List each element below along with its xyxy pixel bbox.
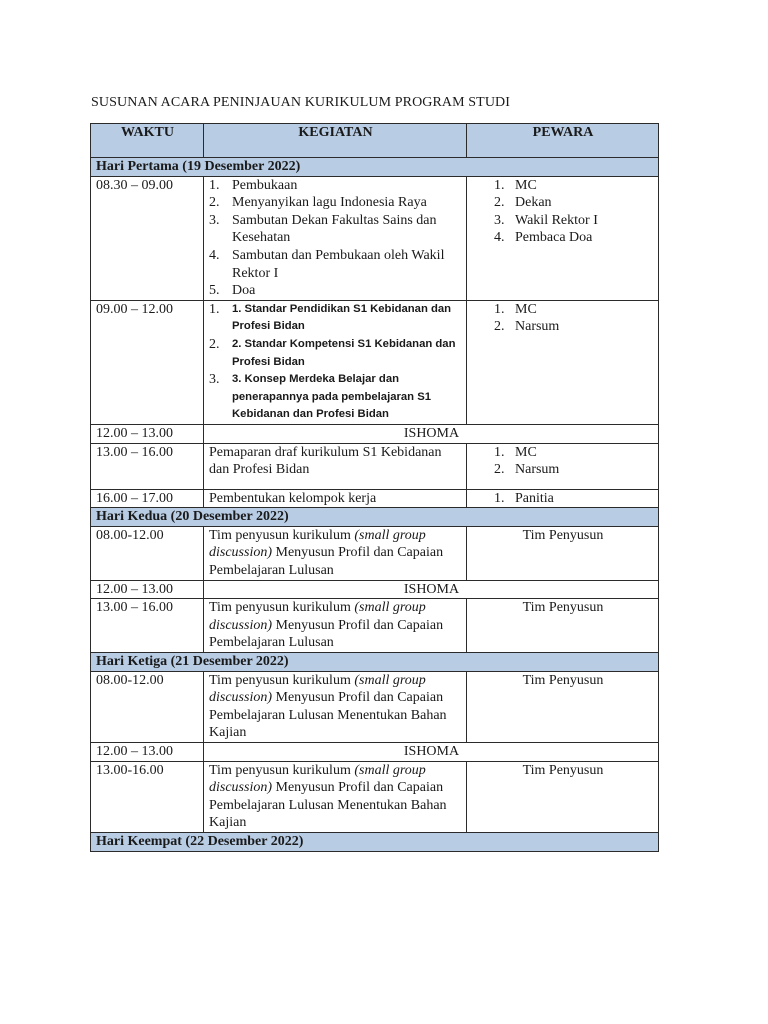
list-number: 3.	[209, 212, 220, 228]
list-item	[494, 301, 654, 319]
activity-cell	[204, 761, 467, 832]
activity-list	[209, 301, 462, 424]
activity-cell	[204, 671, 467, 742]
list-item	[494, 229, 654, 247]
time-cell: 16.00 – 17.00	[91, 489, 204, 508]
time-cell: 13.00 – 16.00	[91, 443, 204, 489]
time-cell: 12.00 – 13.00	[91, 424, 204, 443]
list-text: Narsum	[515, 319, 560, 335]
list-number: 1.	[494, 301, 505, 317]
list-text: Doa	[232, 283, 256, 299]
list-text: Dekan	[515, 195, 552, 211]
activity-cell: Pembentukan kelompok kerja	[204, 489, 467, 508]
list-item	[494, 177, 654, 195]
schedule-table	[90, 123, 659, 852]
day-row-3	[91, 653, 659, 672]
list-item	[494, 444, 654, 462]
list-text: MC	[515, 177, 537, 193]
activity-text: Tim penyusun kurikulum	[209, 600, 355, 616]
activity-text: Menyusun Profil dan Capaian Pembelajaran Lulusan	[209, 545, 444, 579]
table-row	[91, 489, 659, 508]
list-number: 4.	[494, 230, 505, 246]
time-cell: 13.00-16.00	[91, 761, 204, 832]
time-cell: 09.00 – 12.00	[91, 300, 204, 424]
list-text: Narsum	[515, 462, 560, 478]
list-item	[494, 194, 654, 212]
day-label: Hari Pertama (19 Desember 2022)	[91, 158, 659, 177]
day-row-4	[91, 832, 659, 851]
table-header-row	[91, 124, 659, 158]
activity-text: Menyusun Profil dan Capaian Pembelajaran Lulusan Menentukan Bahan Kajian	[209, 780, 447, 831]
list-item	[209, 282, 462, 300]
table-row	[91, 176, 659, 300]
list-text: 3. Konsep Merdeka Belajar dan penerapannya pada pembelajaran S1 Kebidanan dan Profesi Bidan	[232, 373, 432, 421]
activity-note: (small group discussion)	[209, 762, 426, 796]
list-item	[494, 490, 654, 508]
list-number: 3.	[209, 372, 220, 388]
header-kegiatan: KEGIATAN	[204, 124, 467, 158]
list-item	[494, 318, 654, 336]
activity-list	[209, 177, 462, 300]
list-number: 2.	[209, 336, 220, 352]
header-waktu: WAKTU	[91, 124, 204, 158]
activity-note: (small group discussion)	[209, 527, 426, 561]
list-item	[209, 177, 462, 195]
activity-cell	[204, 599, 467, 653]
list-number: 1.	[494, 177, 505, 193]
break-cell: ISHOMA	[204, 580, 659, 599]
host-list	[494, 490, 654, 508]
activity-text: Menyusun Profil dan Capaian Pembelajaran Lulusan	[209, 617, 444, 651]
list-item	[494, 461, 654, 479]
list-number: 1.	[209, 301, 220, 317]
list-item	[209, 371, 462, 424]
host-cell: Tim Penyusun	[467, 671, 659, 742]
list-number: 1.	[494, 444, 505, 460]
host-cell: Tim Penyusun	[467, 599, 659, 653]
table-row	[91, 526, 659, 580]
list-number: 1.	[494, 490, 505, 506]
table-row	[91, 580, 659, 599]
list-item	[209, 247, 462, 282]
list-item	[209, 301, 462, 336]
header-pewara: PEWARA	[467, 124, 659, 158]
activity-text: Menyusun Profil dan Capaian Pembelajaran Lulusan Menentukan Bahan Kajian	[209, 690, 447, 741]
host-list	[494, 301, 654, 336]
list-text: 2. Standar Kompetensi S1 Kebidanan dan Profesi Bidan	[232, 337, 456, 368]
table-row	[91, 743, 659, 762]
list-item	[209, 212, 462, 247]
table-row	[91, 300, 659, 424]
time-cell: 08.30 – 09.00	[91, 176, 204, 300]
table-row	[91, 424, 659, 443]
list-text: Sambutan Dekan Fakultas Sains dan Kesehatan	[232, 212, 437, 246]
document-title: SUSUNAN ACARA PENINJAUAN KURIKULUM PROGRAM STUDI	[91, 95, 511, 110]
table-row	[91, 599, 659, 653]
list-number: 2.	[209, 195, 220, 211]
activity-cell	[204, 443, 467, 489]
activity-cell	[204, 526, 467, 580]
list-text: MC	[515, 444, 537, 460]
activity-text: Pemaparan draf kurikulum S1 Kebidanan dan Profesi Bidan	[209, 444, 442, 478]
list-number: 5.	[209, 283, 220, 299]
list-number: 3.	[494, 212, 505, 228]
activity-cell	[204, 176, 467, 300]
time-cell: 08.00-12.00	[91, 526, 204, 580]
host-cell	[467, 489, 659, 508]
activity-note: (small group discussion)	[209, 672, 426, 706]
time-cell: 12.00 – 13.00	[91, 580, 204, 599]
table-row	[91, 761, 659, 832]
list-text: Pembaca Doa	[515, 230, 593, 246]
list-text: Menyanyikan lagu Indonesia Raya	[232, 195, 427, 211]
day-label: Hari Ketiga (21 Desember 2022)	[91, 653, 659, 672]
host-cell	[467, 176, 659, 300]
time-cell: 08.00-12.00	[91, 671, 204, 742]
day-label: Hari Kedua (20 Desember 2022)	[91, 508, 659, 527]
host-cell	[467, 300, 659, 424]
list-item	[494, 212, 654, 230]
time-cell: 12.00 – 13.00	[91, 743, 204, 762]
time-cell: 13.00 – 16.00	[91, 599, 204, 653]
host-cell	[467, 443, 659, 489]
list-number: 2.	[494, 319, 505, 335]
activity-text: Tim penyusun kurikulum	[209, 672, 355, 688]
activity-note: (small group discussion)	[209, 600, 426, 633]
day-label: Hari Keempat (22 Desember 2022)	[91, 832, 659, 851]
break-cell: ISHOMA	[204, 743, 659, 762]
table-row	[91, 671, 659, 742]
break-cell: ISHOMA	[204, 424, 659, 443]
host-cell: Tim Penyusun	[467, 761, 659, 832]
list-text: Pembukaan	[232, 177, 298, 193]
list-item	[209, 194, 462, 212]
list-number: 2.	[494, 462, 505, 478]
activity-text: Tim penyusun kurikulum	[209, 762, 355, 778]
list-number: 2.	[494, 195, 505, 211]
table-row	[91, 443, 659, 489]
list-text: Sambutan dan Pembukaan oleh Wakil Rektor I	[232, 247, 445, 281]
activity-text: Tim penyusun kurikulum	[209, 527, 355, 543]
list-item	[209, 336, 462, 371]
day-row-1	[91, 158, 659, 177]
day-row-2	[91, 508, 659, 527]
list-text: Panitia	[515, 490, 554, 506]
list-number: 1.	[209, 177, 220, 193]
activity-cell	[204, 300, 467, 424]
list-text: 1. Standar Pendidikan S1 Kebidanan dan Profesi Bidan	[232, 302, 452, 333]
host-list	[494, 444, 654, 479]
list-number: 4.	[209, 247, 220, 263]
list-text: MC	[515, 301, 537, 317]
host-cell: Tim Penyusun	[467, 526, 659, 580]
list-text: Wakil Rektor I	[515, 212, 598, 228]
host-list	[494, 177, 654, 247]
